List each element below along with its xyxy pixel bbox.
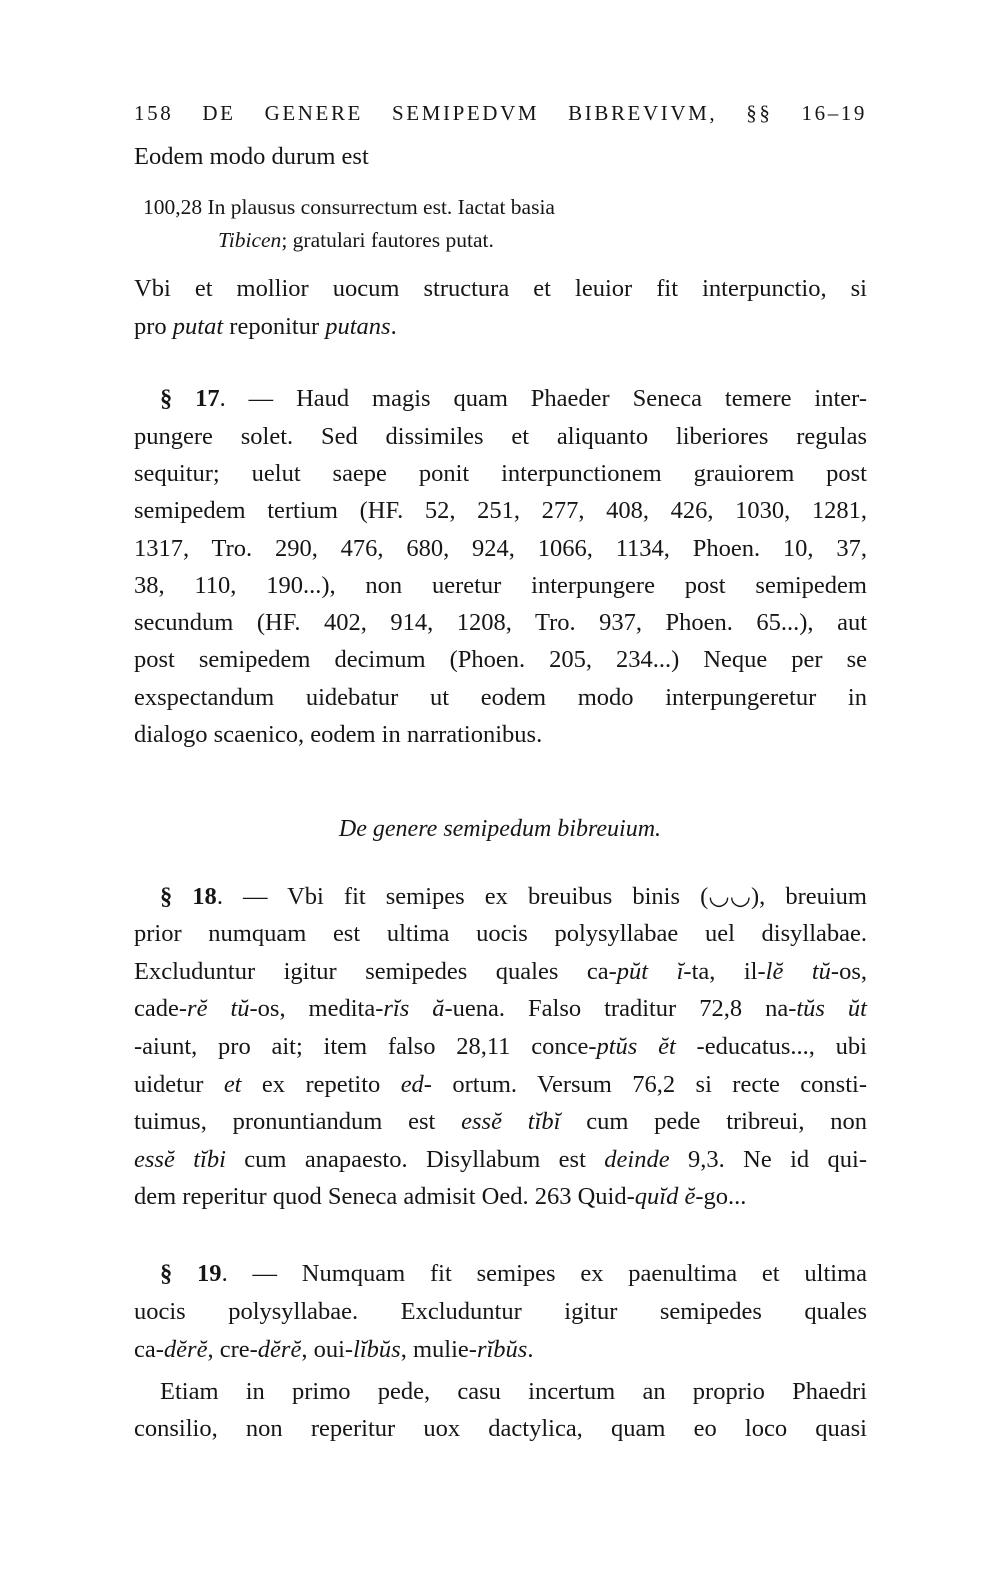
s18-line-6 (134, 1068, 867, 1102)
s19-line-2: uocis polysyllabae. Excluduntur igitur semipedes quales (134, 1298, 867, 1325)
quote-ref: 100,28 (143, 195, 203, 219)
s17-line-6: 38, 110, 190...), non ueretur interpungere post semipedem (134, 572, 867, 599)
running-head: 158 DE GENERE SEMIPEDVM BIBREVIVM, §§ 16–19 (134, 101, 867, 125)
text-run: cade- (134, 995, 188, 1022)
intro-line: Eodem modo durum est (134, 143, 369, 170)
final-line-2: consilio, non reperitur uox dactylica, quam eo loco quasi (134, 1415, 867, 1442)
s17-line-3: sequitur; uelut saepe ponit interpunctionem grauiorem post (134, 460, 867, 487)
text-run: cum anapaesto. Disyllabum est (225, 1146, 605, 1173)
quote-text-2: ; gratulari fautores putat. (281, 228, 494, 252)
text-run: Excluduntur igitur semipedes quales ca- (134, 958, 617, 985)
italic-run: ed- (400, 1071, 432, 1098)
text-run: pro (134, 313, 173, 340)
text-run: ca- (134, 1336, 164, 1363)
italic-run: rĭs ă (383, 995, 445, 1022)
italic-run: dĕrĕ (257, 1336, 302, 1363)
s17-line-4: semipedem tertium (HF. 52, 251, 277, 408, 426, 1030, 1281, (134, 497, 867, 524)
text-run: ex repetito (241, 1071, 401, 1098)
text-run: . — Haud magis quam Phaeder Seneca temere inter- (219, 385, 868, 412)
text-run: 9,3. Ne id qui- (669, 1146, 867, 1173)
italic-run: tŭs ŭt (796, 995, 867, 1022)
s18-line-7 (134, 1105, 867, 1139)
text-run: . — Vbi fit semipes ex breuibus binis (◡◡), breuium (216, 883, 867, 910)
s19-line-3 (134, 1333, 867, 1367)
s19-line-1 (160, 1257, 867, 1291)
s17-line-1 (160, 382, 867, 416)
italic-run: rĕ tŭ (187, 995, 250, 1022)
s18-line-4 (134, 992, 867, 1026)
italic-run: deinde (604, 1146, 670, 1173)
italic-run: essĕ tĭbĭ (461, 1108, 561, 1135)
text-run: , oui- (301, 1336, 354, 1363)
italic-putans: putans (325, 313, 391, 340)
italic-run: pŭt ĭ (616, 958, 684, 985)
text-run: , mulie- (400, 1336, 477, 1363)
s18-line-1 (160, 880, 867, 914)
s17-line-9: exspectandum uidebatur ut eodem modo interpungeretur in (134, 684, 867, 711)
quote-line-2 (218, 223, 494, 257)
text-run: , cre- (207, 1336, 258, 1363)
italic-run: rĭbŭs (476, 1336, 528, 1363)
text-run: . — Numquam fit semipes ex paenultima et ultima (221, 1260, 867, 1287)
quote-tibicen: Tibicen (218, 228, 282, 252)
italic-run: dĕrĕ (163, 1336, 208, 1363)
section-19-mark: § 19 (160, 1260, 222, 1287)
s18-line-3 (134, 955, 867, 989)
text-run: reponitur (223, 313, 326, 340)
quote-line-1 (143, 190, 555, 224)
p16-line-1: Vbi et mollior uocum structura et leuior fit interpunctio, si (134, 275, 867, 302)
quote-text-1: In plausus consurrectum est. Iactat basia (207, 195, 555, 219)
s17-line-2: pungere solet. Sed dissimiles et aliquanto liberiores regulas (134, 423, 867, 450)
text-run: -ta, il- (683, 958, 766, 985)
s18-line-2: prior numquam est ultima uocis polysyllabae uel disyllabae. (134, 920, 867, 947)
s17-line-5: 1317, Tro. 290, 476, 680, 924, 1066, 1134, Phoen. 10, 37, (134, 535, 867, 562)
italic-run: ptŭs ĕt (596, 1033, 676, 1060)
s17-line-8: post semipedem decimum (Phoen. 205, 234...) Neque per se (134, 646, 867, 673)
text-run: -os, (830, 958, 867, 985)
italic-run: lĭbŭs (353, 1336, 401, 1363)
text-run: tuimus, pronuntiandum est (134, 1108, 462, 1135)
italic-putat: putat (172, 313, 224, 340)
italic-run: quĭd ĕ (634, 1183, 696, 1210)
text-run: -go... (695, 1183, 747, 1210)
s17-line-10: dialogo scaenico, eodem in narrationibus. (134, 721, 543, 748)
text-run: cum pede tribreui, non (560, 1108, 867, 1135)
text-run: ortum. Versum 76,2 si recte consti- (431, 1071, 867, 1098)
text-run: . (390, 313, 397, 340)
text-run: dem reperitur quod Seneca admisit Oed. 263 Quid- (134, 1183, 635, 1210)
italic-run: et (223, 1071, 242, 1098)
s18-line-5 (134, 1030, 867, 1064)
section-heading: De genere semipedum bibreuium. (338, 816, 662, 842)
section-18-mark: § 18 (160, 883, 217, 910)
s18-line-9 (134, 1180, 867, 1214)
text-run: -aiunt, pro ait; item falso 28,11 conce- (134, 1033, 597, 1060)
text-run: -uena. Falso traditur 72,8 na- (444, 995, 797, 1022)
text-run: -educatus..., ubi (675, 1033, 867, 1060)
text-run: -os, medita- (249, 995, 384, 1022)
s18-line-8 (134, 1143, 867, 1177)
italic-run: lĕ tŭ (765, 958, 831, 985)
text-run: . (527, 1336, 534, 1363)
p16-line-2 (134, 310, 867, 344)
text-run: uidetur (134, 1071, 224, 1098)
italic-run: essĕ tĭbi (134, 1146, 226, 1173)
s17-line-7: secundum (HF. 402, 914, 1208, Tro. 937, Phoen. 65...), aut (134, 609, 867, 636)
section-17-mark: § 17 (160, 385, 220, 412)
final-line-1: Etiam in primo pede, casu incertum an proprio Phaedri (160, 1378, 867, 1405)
